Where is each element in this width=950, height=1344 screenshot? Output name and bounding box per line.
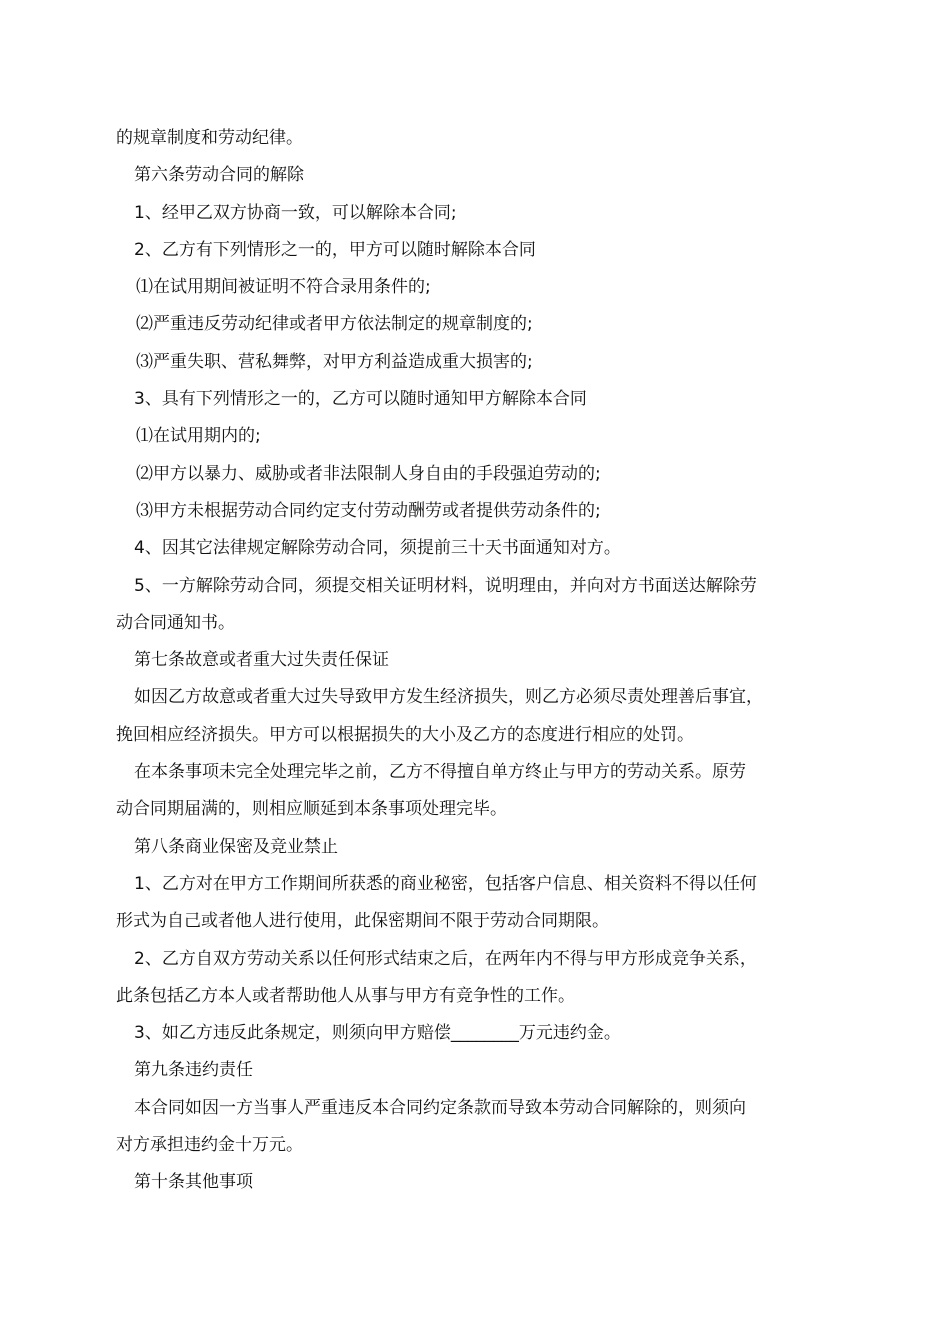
text-line: 1、经甲乙双方协商一致，可以解除本合同; [134,202,457,223]
text-line: 挽回相应经济损失。甲方可以根据损失的大小及乙方的态度进行相应的处罚。 [116,724,694,745]
text-line: 如因乙方故意或者重大过失导致甲方发生经济损失，则乙方必须尽责处理善后事宜， [134,687,763,708]
section-heading: 第八条商业保密及竞业禁止 [134,836,338,857]
section-heading: 第九条违约责任 [134,1060,253,1081]
text-line: 对方承担违约金十万元。 [116,1135,303,1156]
text-line: 本合同如因一方当事人严重违反本合同约定条款而导致本劳动合同解除的，则须向 [134,1097,746,1118]
text-line: 此条包括乙方本人或者帮助他人从事与甲方有竞争性的工作。 [116,985,575,1006]
text-line: 3、具有下列情形之一的，乙方可以随时通知甲方解除本合同 [134,389,587,410]
text-line: 5、一方解除劳动合同，须提交相关证明材料，说明理由，并向对方书面送达解除劳 [134,575,757,596]
text-line: 1、乙方对在甲方工作期间所获悉的商业秘密，包括客户信息、相关资料不得以任何 [134,873,757,894]
text-line: 在本条事项未完全处理完毕之前，乙方不得擅自单方终止与甲方的劳动关系。原劳 [134,762,746,783]
text-line: ⑴在试用期内的; [136,426,261,447]
text-line: 2、乙方自双方劳动关系以任何形式结束之后，在两年内不得与甲方形成竞争关系， [134,948,757,969]
text-line: ⑶严重失职、营私舞弊，对甲方利益造成重大损害的; [136,351,533,372]
text-line: ⑵严重违反劳动纪律或者甲方依法制定的规章制度的; [136,314,533,335]
document-body [116,120,836,1202]
text-line: 4、因其它法律规定解除劳动合同，须提前三十天书面通知对方。 [134,538,621,559]
text-line: 的规章制度和劳动纪律。 [116,128,303,148]
text-line: 3、如乙方违反此条规定，则须向甲方赔偿________万元违约金。 [134,1023,621,1044]
text-line: ⑴在试用期间被证明不符合录用条件的; [136,277,431,298]
section-heading: 第六条劳动合同的解除 [134,165,304,186]
text-line: 动合同通知书。 [116,612,235,633]
section-heading: 第十条其他事项 [134,1172,253,1193]
text-line: 形式为自己或者他人进行使用，此保密期间不限于劳动合同期限。 [116,911,609,932]
text-line: ⑶甲方未根据劳动合同约定支付劳动酬劳或者提供劳动条件的; [136,500,601,521]
section-heading: 第七条故意或者重大过失责任保证 [134,650,389,671]
text-line: 2、乙方有下列情形之一的，甲方可以随时解除本合同 [134,239,536,260]
text-line: ⑵甲方以暴力、威胁或者非法限制人身自由的手段强迫劳动的; [136,463,601,484]
text-line: 动合同期届满的，则相应顺延到本条事项处理完毕。 [116,799,507,820]
